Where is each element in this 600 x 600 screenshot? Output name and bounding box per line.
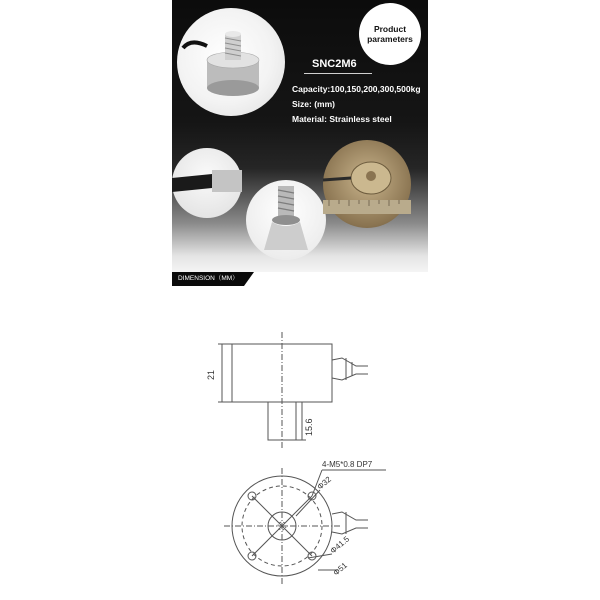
cable-detail-photo xyxy=(172,148,242,218)
product-parameters-badge xyxy=(359,3,421,65)
ruler-size-photo xyxy=(323,140,411,228)
height-dimension-label: 21 xyxy=(206,369,216,380)
dimension-drawing xyxy=(190,318,400,588)
params-line-2: parameters xyxy=(367,34,413,44)
outer-diameter-label: Φ51 xyxy=(331,560,349,578)
dimension-header: DIMENSION（MM） xyxy=(172,272,244,286)
spec-material: Material: Strainless steel xyxy=(292,114,392,124)
hole-spec-label: 4-M5*0.8 DP7 xyxy=(322,460,373,469)
spec-capacity: Capacity:100,150,200,300,500kg xyxy=(292,84,421,94)
load-cell-illustration xyxy=(177,8,285,116)
ruler-size-illustration xyxy=(323,140,411,228)
dimension-header-tab xyxy=(244,272,254,286)
model-name: SNC2M6 xyxy=(312,58,357,70)
stud-detail-photo xyxy=(246,180,326,260)
top-view xyxy=(224,468,386,584)
stud-dimension-label: 15.6 xyxy=(304,418,314,436)
mid-diameter-label: Φ41.5 xyxy=(328,534,352,556)
product-banner xyxy=(172,0,428,272)
params-line-1: Product xyxy=(373,24,407,34)
spec-size: Size: (mm) xyxy=(292,99,335,109)
stud-detail-illustration xyxy=(246,180,326,260)
cable-detail-illustration xyxy=(172,148,242,218)
inner-diameter-label: Φ32 xyxy=(315,474,333,492)
model-underline xyxy=(304,73,372,74)
load-cell-photo xyxy=(177,8,285,116)
side-view xyxy=(218,332,368,448)
